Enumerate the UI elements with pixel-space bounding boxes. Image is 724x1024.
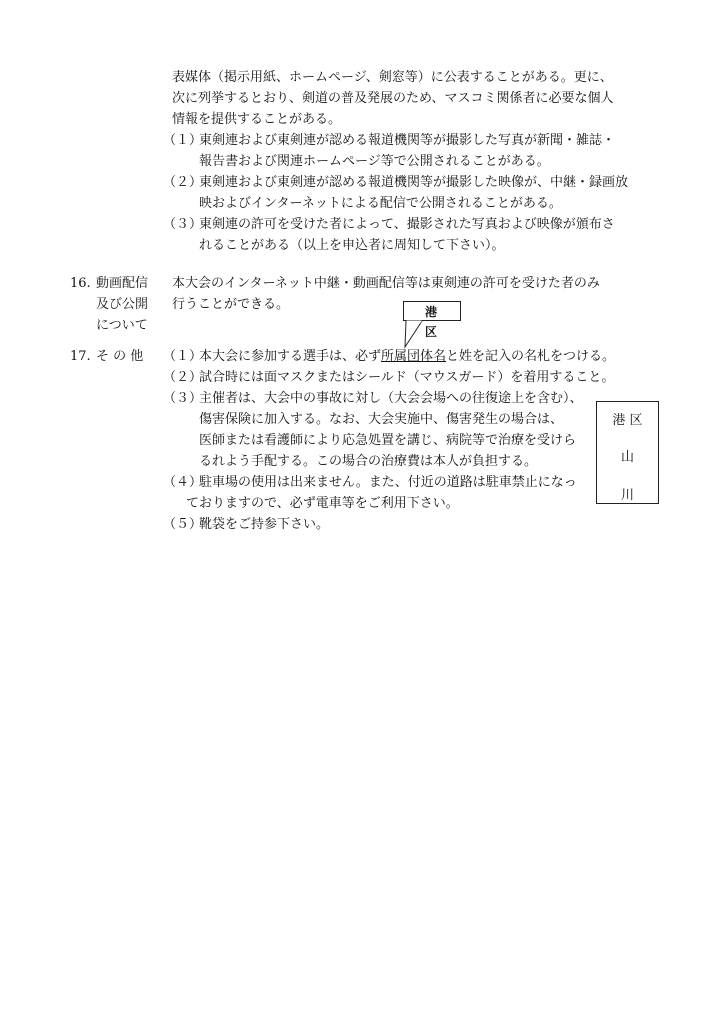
intro-line-3: 情報を提供することがある。 [172, 112, 342, 127]
section-17-item-5-number: （５） [163, 517, 203, 532]
item-1-before: 本大会に参加する選手は、必ず [199, 349, 382, 364]
section-17-item-2-text: 試合時には面マスクまたはシールド（マウスガード）を着用すること。 [199, 370, 615, 385]
intro-item-1-line-2: 報告書および関連ホームページ等で公開されることがある。 [199, 154, 550, 169]
section-16-body-line-1: 本大会のインターネット中継・動画配信等は東剣連の許可を受けた者のみ [172, 276, 600, 291]
intro-item-3-line-1: 東剣連の許可を受けた者によって、撮影された写真および映像が頒布さ [199, 217, 615, 232]
intro-item-2-line-1: 東剣連および東剣連が認める報道機関等が撮影した映像が、中継・録画放 [199, 175, 629, 190]
item-1-after: と姓を記入の名札をつける。 [446, 349, 616, 364]
intro-item-2-line-2: 映およびインターネットによる配信で公開されることがある。 [199, 196, 562, 211]
section-17-item-2-number: （２） [163, 370, 203, 385]
name-tag-affiliation: 港 区 [612, 413, 643, 428]
intro-item-2-number: （２） [163, 175, 203, 190]
section-16-title-line-2: 及び公開 [96, 297, 149, 312]
callout-pointer-icon [400, 320, 430, 348]
section-17-item-5-text: 靴袋をご持参下さい。 [199, 517, 330, 532]
section-17-item-4-line-2: ておりますので、必ず電車等をご利用下さい。 [186, 496, 459, 511]
section-17-item-3-number: （３） [163, 391, 203, 406]
intro-item-3-line-2: れることがある（以上を申込者に周知して下さい）。 [199, 238, 505, 253]
section-17-item-4-line-1: 駐車場の使用は出来ません。また、付近の道路は駐車禁止になっ [199, 475, 577, 490]
section-17-item-1-text [199, 347, 615, 366]
intro-item-1-line-1: 東剣連および東剣連が認める報道機関等が撮影した写真が新聞・雑誌・ [199, 133, 616, 148]
section-17-item-3-line-1: 主催者は、大会中の事故に対し（大会会場への往復途上を含む）、 [199, 391, 583, 406]
section-16-title-line-3: について [96, 318, 148, 333]
section-17-number: 17. [70, 349, 91, 364]
name-tag-surname-bottom: 川 [620, 488, 634, 503]
intro-line-1: 表媒体（掲示用紙、ホームページ、剣窓等）に公表することがある。更に、 [172, 70, 613, 85]
section-16-body-line-2: 行うことができる。 [172, 297, 290, 312]
section-17-item-3-line-4: るれよう手配する。この場合の治療費は本人が負担する。 [199, 454, 538, 469]
name-tag-surname-top: 山 [620, 450, 634, 465]
name-tag-example [596, 401, 659, 504]
section-17-item-1-number: （１） [163, 349, 203, 364]
item-1-underlined: 所属団体名 [381, 349, 447, 364]
intro-item-3-number: （３） [163, 217, 203, 232]
section-16-number: 16. [70, 276, 91, 291]
section-17-title: そ の 他 [96, 349, 144, 364]
intro-line-2: 次に列挙するとおり、剣道の普及発展のため、マスコミ関係者に必要な個人 [172, 91, 614, 106]
section-17-item-4-number: （４） [163, 475, 203, 490]
section-17-item-3-line-2: 傷害保険に加入する。なお、大会実施中、傷害発生の場合は、 [199, 412, 564, 427]
callout-affiliation-label: 港 区 [403, 301, 461, 321]
intro-item-1-number: （１） [163, 133, 203, 148]
section-17-item-3-line-3: 医師または看護師により応急処置を講じ、病院等で治療を受けら [199, 433, 577, 448]
section-16-title-line-1: 動画配信 [96, 276, 149, 291]
